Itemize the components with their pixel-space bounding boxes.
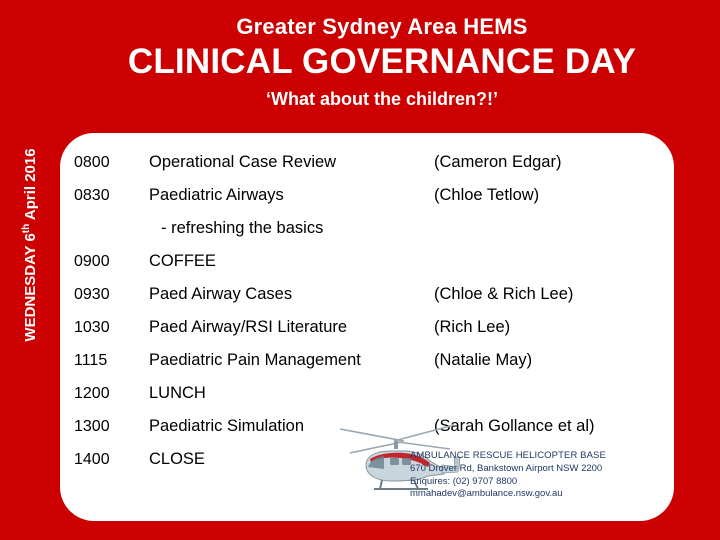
contact-address: 670 Drover Rd, Bankstown Airport NSW 2200 — [410, 462, 603, 474]
list-item — [74, 351, 664, 384]
session-presenter: (Natalie May) — [434, 351, 533, 369]
session-time: 0930 — [74, 286, 110, 303]
session-presenter: (Sarah Gollance et al) — [434, 417, 595, 435]
page-title: CLINICAL GOVERNANCE DAY — [127, 42, 637, 82]
event-date — [21, 65, 39, 425]
session-time: 1200 — [74, 385, 110, 402]
session-title: LUNCH — [149, 384, 206, 402]
contact-block — [410, 450, 665, 501]
list-item — [74, 186, 664, 219]
session-title: COFFEE — [149, 252, 216, 270]
contact-base-name: AMBULANCE RESCUE HELICOPTER BASE — [410, 450, 606, 461]
session-time: 1030 — [74, 319, 110, 336]
session-presenter: (Chloe Tetlow) — [434, 186, 540, 204]
session-time: 1115 — [74, 352, 108, 369]
session-presenter: (Chloe & Rich Lee) — [434, 285, 574, 303]
session-title: Paediatric Simulation — [149, 417, 304, 435]
session-title: Paediatric Pain Management — [149, 351, 361, 369]
session-title: CLOSE — [149, 450, 205, 468]
schedule-panel — [60, 133, 674, 521]
session-subtitle: - refreshing the basics — [161, 219, 324, 237]
session-title: Operational Case Review — [149, 153, 337, 171]
session-presenter: (Cameron Edgar) — [434, 153, 562, 171]
list-item — [74, 384, 664, 417]
session-time: 0830 — [74, 187, 110, 204]
list-item — [74, 252, 664, 285]
session-time: 1400 — [74, 451, 110, 468]
list-item — [74, 219, 664, 252]
list-item — [74, 318, 664, 351]
session-presenter: (Rich Lee) — [434, 318, 511, 336]
event-date-ordinal: th — [21, 223, 32, 234]
event-date-rest: April 2016 — [22, 148, 39, 224]
session-time: 0800 — [74, 154, 110, 171]
session-time: 1300 — [74, 418, 110, 435]
contact-email[interactable]: mmahadev@ambulance.nsw.gov.au — [410, 488, 563, 500]
side-date-banner — [0, 0, 58, 540]
poster-header — [60, 14, 704, 110]
contact-phone: Enquires: (02) 9707 8800 — [410, 475, 518, 487]
session-title: Paed Airway/RSI Literature — [149, 318, 348, 336]
list-item — [74, 285, 664, 318]
session-title: Paed Airway Cases — [149, 285, 293, 303]
session-title: Paediatric Airways — [149, 186, 284, 204]
session-time: 0900 — [74, 253, 110, 270]
page-subtitle: ‘What about the children?!’ — [266, 88, 498, 109]
list-item — [74, 153, 664, 186]
event-date-day: WEDNESDAY 6 — [22, 233, 39, 342]
organisation-name: Greater Sydney Area HEMS — [236, 14, 528, 39]
